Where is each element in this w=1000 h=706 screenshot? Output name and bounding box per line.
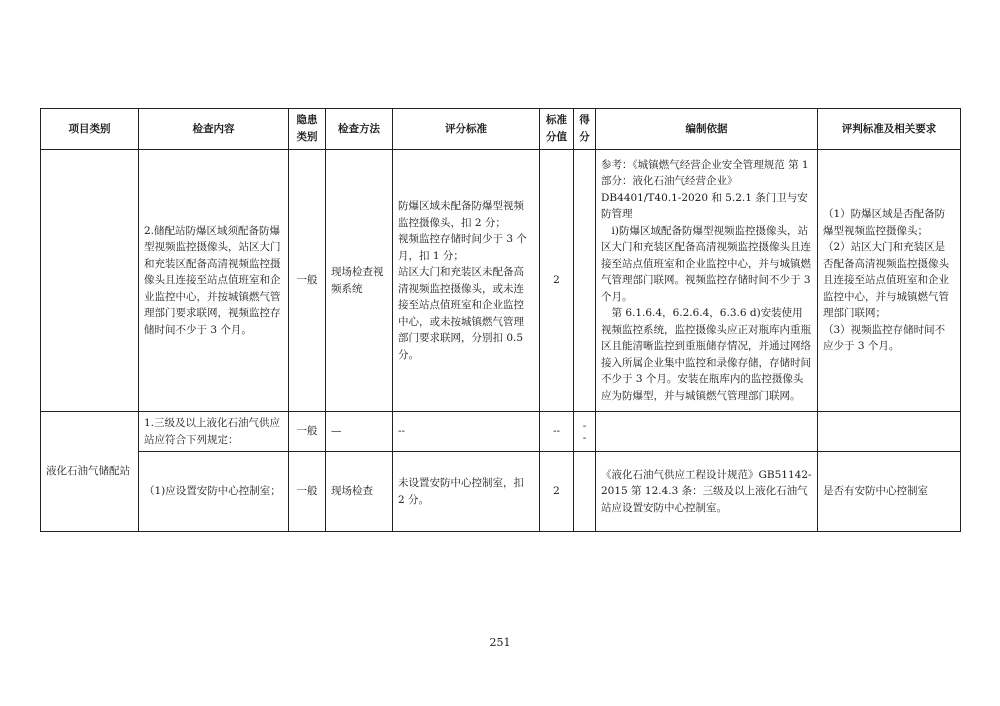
basis-paragraph: i)防爆区域配备防爆型视频监控摄像头，站区大门和充装区配备高清视频监控摄像头且连接至站点值班室和企业监控中心，并与城镇燃气管理部门联网。视频监控存储时间不少于 3 个月。 xyxy=(601,224,811,303)
inspection-table xyxy=(40,108,961,532)
row1-criteria: 防爆区域未配备防爆型视频监控摄像头，扣 2 分； 视频监控存储时间少于 3 个月，扣 1 分； 站区大门和充装区未配备高清视频监控摄像头，或未连接至站点值班室和企业监控中心，或未按城镇燃气管理部门要求联网，分别扣 0.5 分。 xyxy=(393,150,540,412)
header-got: 得 分 xyxy=(574,109,596,150)
row1-basis xyxy=(596,150,818,412)
row1-category xyxy=(41,150,139,412)
row1-requirements xyxy=(818,150,961,412)
row2-score: -- xyxy=(540,412,574,452)
row2-category: 液化石油气储配站 xyxy=(41,412,139,532)
row2-got: - - xyxy=(574,412,596,452)
row2-hazard: 一般 xyxy=(289,412,326,452)
row3-content: （1)应设置安防中心控制室； xyxy=(139,452,289,532)
table-row xyxy=(41,452,961,532)
row1-content: 2.储配站防爆区域须配备防爆型视频监控摄像头，站区大门和充装区配备高清视频监控摄像头且连接至站点值班室和企业监控中心，并按城镇燃气管理部门要求联网，视频监控存储时间不少于 3 个月。 xyxy=(139,150,289,412)
row2-content: 1.三级及以上液化石油气供应站应符合下列规定： xyxy=(139,412,289,452)
row3-method: 现场检查 xyxy=(326,452,393,532)
row2-criteria: -- xyxy=(393,412,540,452)
table-header-row xyxy=(41,109,961,150)
row2-basis xyxy=(596,412,818,452)
row3-basis: 《液化石油气供应工程设计规范》GB51142-2015 第 12.4.3 条：三级及以上液化石油气站应设置安防中心控制室。 xyxy=(596,452,818,532)
row2-requirements xyxy=(818,412,961,452)
header-requirements: 评判标准及相关要求 xyxy=(818,109,961,150)
header-basis: 编制依据 xyxy=(596,109,818,150)
requirement-item: （3）视频监控存储时间不应少于 3 个月。 xyxy=(823,323,946,353)
row1-got xyxy=(574,150,596,412)
row1-hazard: 一般 xyxy=(289,150,326,412)
basis-paragraph: 第 6.1.6.4，6.2.6.4，6.3.6 d)安装使用视频监控系统，监控摄像头应正对瓶库内重瓶区且能清晰监控到重瓶储存情况，并通过网络接入所属企业集中监控和录像存储，存储时间不少于 3 个月。安装在瓶库内的监控摄像头应为防爆型，并与城镇燃气管理部门联网。 xyxy=(601,307,811,402)
row3-score: 2 xyxy=(540,452,574,532)
header-method: 检查方法 xyxy=(326,109,393,150)
header-hazard: 隐患 类别 xyxy=(289,109,326,150)
row1-score: 2 xyxy=(540,150,574,412)
table-row xyxy=(41,412,961,452)
row3-criteria: 未设置安防中心控制室，扣 2 分。 xyxy=(393,452,540,532)
requirement-item: （1）防爆区域是否配备防爆型视频监控摄像头； xyxy=(823,208,946,237)
header-content: 检查内容 xyxy=(139,109,289,150)
row1-method: 现场检查视频系统 xyxy=(326,150,393,412)
row3-got xyxy=(574,452,596,532)
header-score: 标准 分值 xyxy=(540,109,574,150)
row3-hazard: 一般 xyxy=(289,452,326,532)
requirement-item: （2）站区大门和充装区是否配备高清视频监控摄像头且连接至站点值班室和企业监控中心，并与城镇燃气管理部门联网； xyxy=(823,241,949,320)
row2-method: — xyxy=(326,412,393,452)
basis-paragraph: 参考：《城镇燃气经营企业安全管理规范 第 1 部分：液化石油气经营企业》DB4401/T40.1-2020 和 5.2.1 条门卫与安防管理 xyxy=(601,158,809,221)
page-number: 251 xyxy=(489,636,511,649)
row3-requirements: 是否有安防中心控制室 xyxy=(818,452,961,532)
header-category: 项目类别 xyxy=(41,109,139,150)
header-criteria: 评分标准 xyxy=(393,109,540,150)
table-row xyxy=(41,150,961,412)
